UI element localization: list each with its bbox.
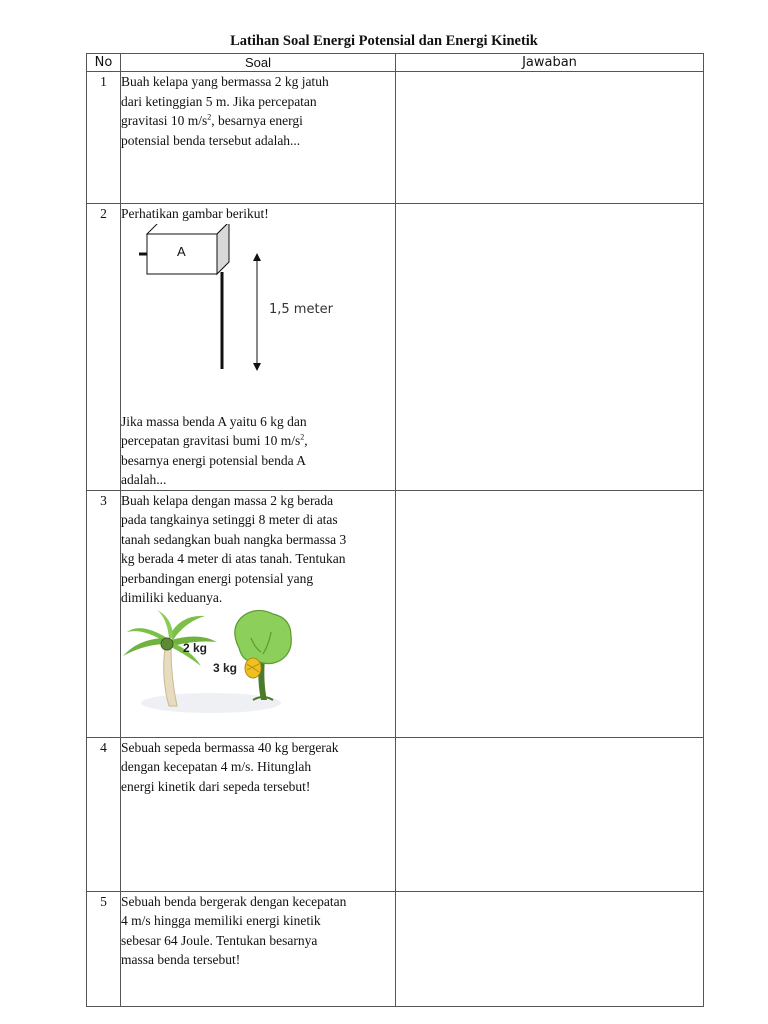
question-line: Buah kelapa dengan massa 2 kg berada <box>121 492 334 508</box>
question-cell <box>121 737 396 891</box>
question-cell <box>121 72 396 204</box>
answer-cell[interactable] <box>396 204 704 491</box>
answer-cell[interactable] <box>396 891 704 1006</box>
question-cell <box>121 891 396 1006</box>
table-row <box>87 737 704 891</box>
row-number: 3 <box>87 490 121 737</box>
box-height-figure <box>121 224 383 394</box>
box-a <box>139 224 229 274</box>
question-line: dengan kecepatan 4 m/s. Hitunglah <box>121 759 312 774</box>
question-line: pada tangkainya setinggi 8 meter di atas <box>121 512 338 527</box>
row-number: 1 <box>87 72 121 204</box>
question-line: sebesar 64 Joule. Tentukan besarnya <box>121 932 318 948</box>
question-line: perbandingan energi potensial yang <box>121 570 314 586</box>
question-line: Jika massa benda A yaitu 6 kg dan <box>121 413 307 429</box>
question-table <box>86 53 704 1007</box>
table-row <box>87 490 704 737</box>
row-number: 4 <box>87 737 121 891</box>
table-header-row <box>87 54 704 72</box>
trees-figure <box>121 608 301 716</box>
header-no: No <box>87 54 121 72</box>
question-line: gravitasi 10 $m/s^2$, besarnya energi <box>121 112 303 128</box>
ground-shadow <box>141 693 281 713</box>
coconut-tree-icon <box>123 610 217 706</box>
header-soal: Soal <box>121 54 396 72</box>
row-number: 2 <box>87 204 121 491</box>
question-cell <box>121 490 396 737</box>
question-line: massa benda tersebut! <box>121 952 241 967</box>
answer-cell[interactable] <box>396 72 704 204</box>
question-line: dimiliki keduanya. <box>121 590 223 605</box>
height-label: 1,5 meter <box>269 301 333 317</box>
jackfruit-tree-icon <box>235 610 291 700</box>
question-line: dari ketinggian 5 m. Jika percepatan <box>121 93 317 109</box>
question-line: kg berada 4 meter di atas tanah. Tentukan <box>121 551 346 566</box>
box-label: A <box>177 243 186 259</box>
coconut-mass-label: 2 kg <box>183 640 208 655</box>
answer-cell[interactable] <box>396 490 704 737</box>
jackfruit-mass-label: 3 kg <box>213 660 238 675</box>
height-arrow <box>253 253 261 371</box>
question-line: potensial benda tersebut adalah... <box>121 132 301 148</box>
question-line: 4 m/s hingga memiliki energi kinetik <box>121 913 321 928</box>
question-line: tanah sedangkan buah nangka bermassa 3 <box>121 531 347 547</box>
question-line: Buah kelapa yang bermassa 2 kg jatuh <box>121 74 329 89</box>
row-number: 5 <box>87 891 121 1006</box>
question-line: adalah... <box>121 472 167 487</box>
question-line: percepatan gravitasi bumi 10 $m/s^2$, <box>121 432 308 448</box>
question-line: Perhatikan gambar berikut! <box>121 206 269 221</box>
worksheet-title: Latihan Soal Energi Potensial dan Energi Kinetik <box>230 33 538 49</box>
question-line: Sebuah benda bergerak dengan kecepatan <box>121 893 347 909</box>
question-cell <box>121 204 396 491</box>
question-line: besarnya energi potensial benda A <box>121 452 306 468</box>
table-row <box>87 891 704 1006</box>
question-line: Sebuah sepeda bermassa 40 kg bergerak <box>121 739 339 755</box>
table-row <box>87 204 704 491</box>
answer-cell[interactable] <box>396 737 704 891</box>
header-jawaban: Jawaban <box>396 54 704 72</box>
question-line: energi kinetik dari sepeda tersebut! <box>121 778 311 794</box>
table-row <box>87 72 704 204</box>
